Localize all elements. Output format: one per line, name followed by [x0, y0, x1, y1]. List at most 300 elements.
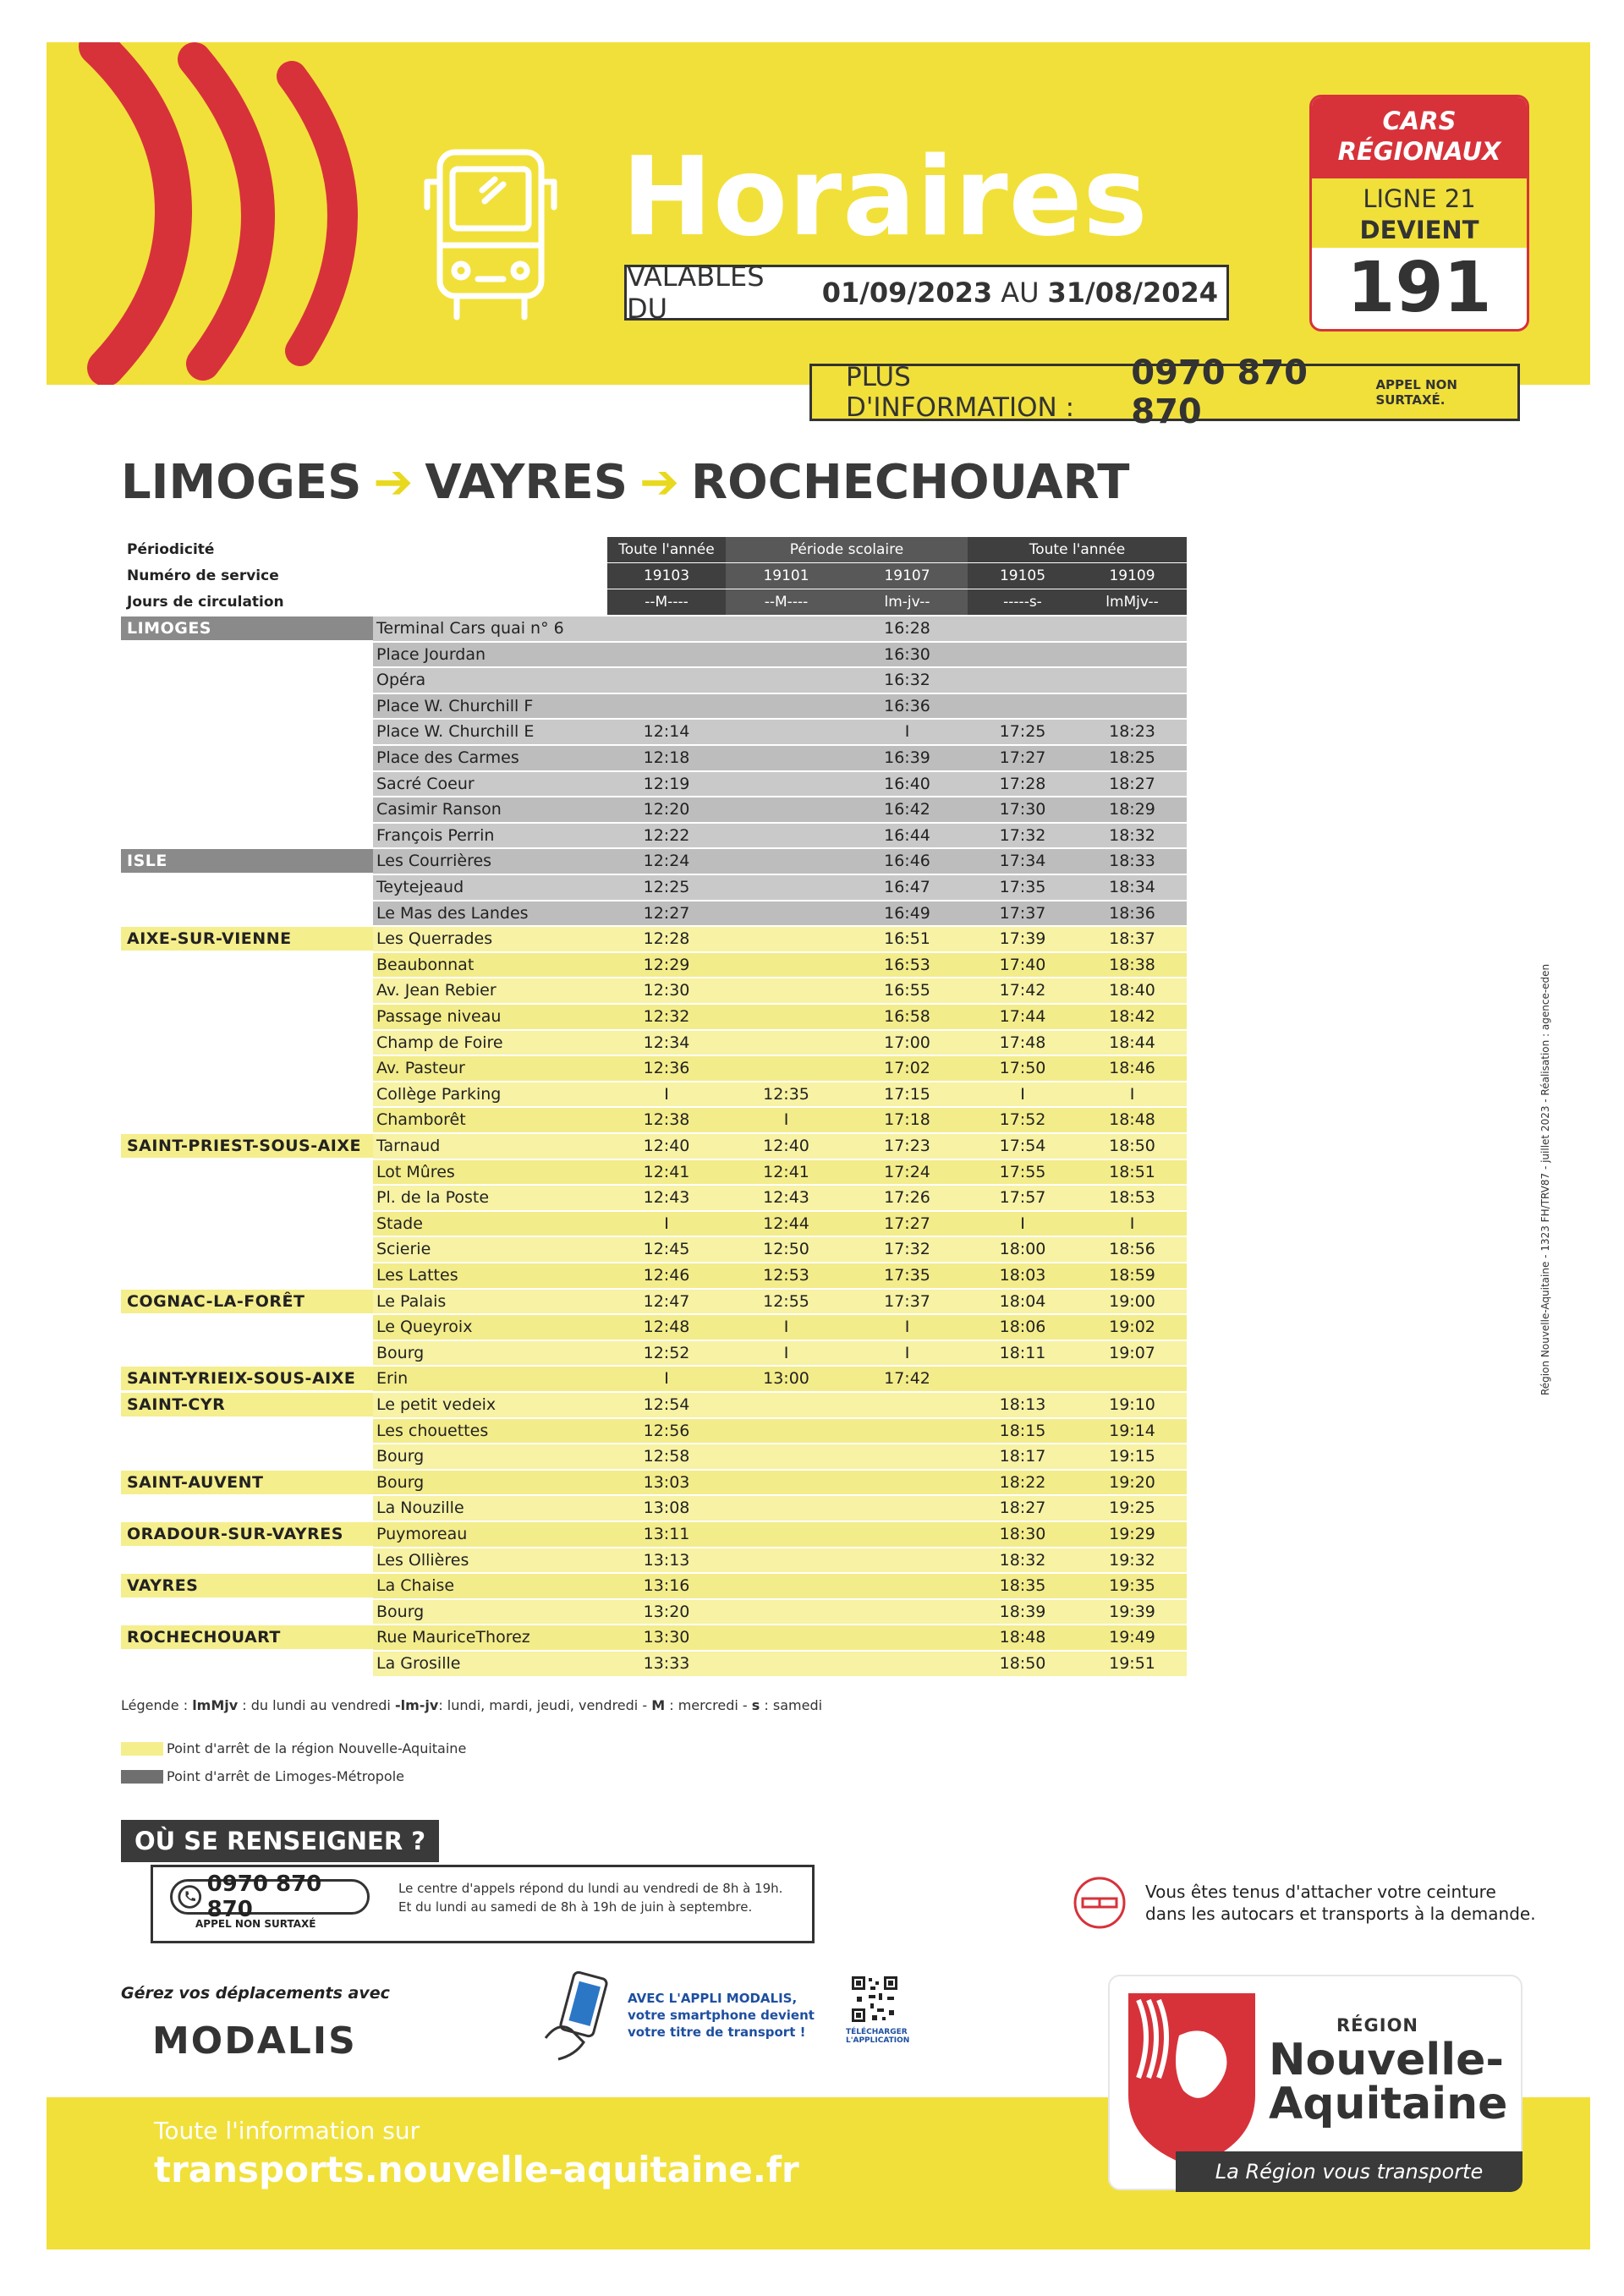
region-shield-icon	[1120, 1985, 1264, 2171]
time-cell: I	[607, 1082, 726, 1107]
time-cell: 19:07	[1078, 1341, 1187, 1366]
time-cell: 12:46	[607, 1263, 726, 1288]
time-cell	[726, 953, 847, 978]
stop-name: La Grosille	[373, 1652, 726, 1676]
qr-label	[846, 2028, 910, 2045]
time-cell	[726, 772, 847, 797]
region-slogan: La Région vous transporte	[1176, 2151, 1522, 2192]
stop-name: Bourg	[373, 1471, 726, 1495]
time-cell: 18:48	[1078, 1108, 1187, 1132]
time-cell: 16:36	[847, 694, 968, 719]
table-row	[121, 1392, 1187, 1418]
time-cell: 18:40	[1078, 978, 1187, 1003]
region-name-line2: Aquitaine	[1269, 2079, 1508, 2129]
period-cell: Période scolaire	[726, 537, 968, 562]
validity-to: 31/08/2024	[1047, 277, 1218, 309]
time-cell: 12:53	[726, 1263, 847, 1288]
time-cell: 18:27	[968, 1496, 1078, 1521]
time-cell: 17:27	[968, 746, 1078, 770]
time-cell	[847, 1625, 968, 1650]
modalis-line: Gérez vos déplacements avec	[121, 1984, 390, 2003]
commune-label: SAINT-YRIEIX-SOUS-AIXE	[121, 1367, 373, 1390]
stop-name: Terminal Cars quai n° 6	[373, 616, 726, 641]
time-cell: 19:39	[1078, 1600, 1187, 1625]
stop-name: Le petit vedeix	[373, 1393, 726, 1417]
table-row	[121, 1133, 1187, 1159]
time-cell: 18:29	[1078, 797, 1187, 822]
time-cell: 18:36	[1078, 901, 1187, 926]
stop-name: Opéra	[373, 668, 726, 693]
time-cell: I	[968, 1212, 1078, 1236]
time-cell: 16:42	[847, 797, 968, 822]
time-cell: 12:52	[607, 1341, 726, 1366]
time-cell: 17:18	[847, 1108, 968, 1132]
time-cell	[726, 746, 847, 770]
stop-name: Teytejeaud	[373, 875, 726, 900]
time-cell: 17:52	[968, 1108, 1078, 1132]
time-cell: 12:30	[607, 978, 726, 1003]
table-row	[121, 978, 1187, 1004]
commune-label: ROCHECHOUART	[121, 1625, 373, 1649]
stop-name: Champ de Foire	[373, 1031, 726, 1055]
badge-mid-line2: DEVIENT	[1359, 216, 1479, 244]
time-cell: 12:48	[607, 1315, 726, 1340]
time-cell: I	[726, 1315, 847, 1340]
legend-key: M	[651, 1697, 666, 1713]
time-cell: 18:30	[968, 1522, 1078, 1547]
time-cell: 17:35	[968, 875, 1078, 900]
time-cell: 18:27	[1078, 772, 1187, 797]
time-cell	[1078, 643, 1187, 667]
time-cell: 17:44	[968, 1005, 1078, 1029]
time-cell	[726, 1600, 847, 1625]
bus-icon	[419, 144, 562, 326]
time-cell: 17:25	[968, 720, 1078, 744]
time-cell	[847, 1471, 968, 1495]
legend-gray	[121, 1768, 404, 1784]
time-cell: 13:16	[607, 1574, 726, 1598]
legend-value: : samedi	[764, 1697, 823, 1713]
legend-prefix: Légende :	[121, 1697, 189, 1713]
stop-name: Bourg	[373, 1341, 726, 1366]
time-cell: I	[1078, 1082, 1187, 1107]
footer-small-text: Toute l'information sur	[154, 2117, 420, 2145]
stop-name: Pl. de la Poste	[373, 1186, 726, 1210]
route-from: LIMOGES	[121, 455, 362, 510]
time-cell	[607, 616, 726, 641]
time-cell	[607, 643, 726, 667]
time-cell: 19:32	[1078, 1548, 1187, 1573]
info-phone[interactable]: 0970 870 870	[1131, 353, 1308, 431]
time-cell	[726, 720, 847, 744]
seatbelt-text	[1145, 1881, 1536, 1925]
time-cell: 18:37	[1078, 927, 1187, 951]
time-cell: 12:35	[726, 1082, 847, 1107]
time-cell	[607, 668, 726, 693]
modalis-logo: MODALIS	[152, 2019, 357, 2063]
phone-number: 0970 870 870	[206, 1871, 322, 1922]
time-cell: 17:34	[968, 849, 1078, 874]
route-via: VAYRES	[425, 455, 628, 510]
stop-name: Les Lattes	[373, 1263, 726, 1288]
time-cell	[847, 1444, 968, 1469]
table-row	[121, 1236, 1187, 1263]
seatbelt-line: Vous êtes tenus d'attacher votre ceinture	[1145, 1882, 1496, 1902]
table-row	[121, 1185, 1187, 1211]
time-cell: I	[607, 1212, 726, 1236]
legend-gray-label: Point d'arrêt de Limoges-Métropole	[167, 1768, 404, 1784]
validity-box	[624, 260, 1229, 325]
time-cell: 19:02	[1078, 1315, 1187, 1340]
time-cell	[968, 616, 1078, 641]
table-row	[121, 642, 1187, 668]
time-cell: 17:54	[968, 1134, 1078, 1159]
table-row	[121, 1159, 1187, 1186]
time-cell: 18:04	[968, 1290, 1078, 1314]
days-cell: --M----	[607, 589, 726, 615]
time-cell: 17:28	[968, 772, 1078, 797]
time-cell: 17:24	[847, 1160, 968, 1185]
service-cell: 19109	[1078, 563, 1187, 589]
time-cell: 19:10	[1078, 1393, 1187, 1417]
table-row	[121, 901, 1187, 927]
time-cell	[726, 1574, 847, 1598]
info-note: APPEL NON SURTAXÉ.	[1375, 377, 1457, 408]
route-title	[121, 455, 1129, 510]
table-row	[121, 1366, 1187, 1392]
time-cell	[726, 978, 847, 1003]
commune-label: AIXE-SUR-VIENNE	[121, 927, 373, 951]
legend-value: : mercredi -	[669, 1697, 748, 1713]
time-cell: 18:42	[1078, 1005, 1187, 1029]
days-label: Jours de circulation	[127, 594, 284, 611]
time-cell	[847, 1419, 968, 1444]
table-row	[121, 1082, 1187, 1108]
time-cell	[726, 797, 847, 822]
commune-label: COGNAC-LA-FORÊT	[121, 1290, 373, 1313]
time-cell: 12:40	[607, 1134, 726, 1159]
service-row	[121, 563, 1187, 589]
time-cell: 12:40	[726, 1134, 847, 1159]
commune-label: SAINT-CYR	[121, 1393, 373, 1417]
stop-name: Les chouettes	[373, 1419, 726, 1444]
table-row	[121, 1470, 1187, 1496]
stop-name: Chamborêt	[373, 1108, 726, 1132]
time-cell: 18:32	[968, 1548, 1078, 1573]
validity-prefix: VALABLES DU	[627, 260, 765, 325]
time-cell: 17:26	[847, 1186, 968, 1210]
stop-name: Les Ollières	[373, 1548, 726, 1573]
app-promo-line: votre titre de transport !	[628, 2025, 806, 2040]
time-cell: 19:20	[1078, 1471, 1187, 1495]
time-cell: 17:35	[847, 1263, 968, 1288]
table-row	[121, 1340, 1187, 1367]
table-row	[121, 1055, 1187, 1082]
time-cell	[726, 643, 847, 667]
time-cell: 18:15	[968, 1419, 1078, 1444]
stop-name: Av. Jean Rebier	[373, 978, 726, 1003]
time-cell: I	[847, 1315, 968, 1340]
time-cell: I	[847, 720, 968, 744]
table-row	[121, 1211, 1187, 1237]
time-cell: 16:49	[847, 901, 968, 926]
table-row	[121, 1599, 1187, 1625]
time-cell: 19:25	[1078, 1496, 1187, 1521]
service-cell: 19107	[847, 563, 968, 589]
time-cell: 16:40	[847, 772, 968, 797]
time-cell: 12:54	[607, 1393, 726, 1417]
stop-name: Stade	[373, 1212, 726, 1236]
time-cell: 16:58	[847, 1005, 968, 1029]
table-row	[121, 1444, 1187, 1470]
time-cell: 12:44	[726, 1212, 847, 1236]
stop-name: Le Queyroix	[373, 1315, 726, 1340]
time-cell	[726, 1652, 847, 1676]
time-cell: 12:41	[607, 1160, 726, 1185]
table-row	[121, 1495, 1187, 1521]
time-cell	[968, 668, 1078, 693]
time-cell: 17:48	[968, 1031, 1078, 1055]
time-cell: 16:32	[847, 668, 968, 693]
table-row	[121, 797, 1187, 823]
table-row	[121, 1418, 1187, 1444]
time-cell: 16:30	[847, 643, 968, 667]
time-cell: 12:20	[607, 797, 726, 822]
stop-name: Tarnaud	[373, 1134, 726, 1159]
table-row	[121, 1004, 1187, 1030]
time-cell: 17:27	[847, 1212, 968, 1236]
time-cell: 13:03	[607, 1471, 726, 1495]
info-section-title: OÙ SE RENSEIGNER ?	[121, 1820, 439, 1862]
table-row	[121, 693, 1187, 720]
commune-label: ISLE	[121, 849, 373, 873]
time-cell: 18:51	[1078, 1160, 1187, 1185]
time-cell	[726, 1031, 847, 1055]
arrow-right-icon: ➔	[639, 455, 680, 510]
time-cell: 12:14	[607, 720, 726, 744]
badge-top-line2: RÉGIONAUX	[1337, 137, 1501, 166]
legend-value: : du lundi au vendredi	[242, 1697, 391, 1713]
time-cell: 12:34	[607, 1031, 726, 1055]
stop-name: Puymoreau	[373, 1522, 726, 1547]
route-to: ROCHECHOUART	[691, 455, 1130, 510]
time-cell: 18:50	[1078, 1134, 1187, 1159]
table-row	[121, 1263, 1187, 1289]
time-cell: 18:11	[968, 1341, 1078, 1366]
qr-label-line: TÉLÉCHARGER	[846, 2028, 908, 2036]
time-cell: 17:42	[847, 1367, 968, 1391]
app-promo-title: AVEC L'APPLI MODALIS,	[628, 1991, 798, 2006]
table-row	[121, 745, 1187, 771]
time-cell: 17:02	[847, 1056, 968, 1081]
time-cell	[726, 1393, 847, 1417]
time-cell: 18:38	[1078, 953, 1187, 978]
legend-key: -lm-jv	[394, 1697, 439, 1713]
phone-pill[interactable]	[170, 1871, 370, 1922]
time-cell: 18:33	[1078, 849, 1187, 874]
page-title: Horaires	[622, 134, 1149, 260]
time-cell: I	[726, 1341, 847, 1366]
time-cell: 16:47	[847, 875, 968, 900]
app-promo-line: votre smartphone devient	[628, 2008, 815, 2023]
table-row	[121, 848, 1187, 874]
time-cell: 17:37	[847, 1290, 968, 1314]
time-cell: I	[607, 1367, 726, 1391]
time-cell: 19:00	[1078, 1290, 1187, 1314]
period-cell: Toute l'année	[968, 537, 1187, 562]
time-cell: 19:29	[1078, 1522, 1187, 1547]
table-row	[121, 667, 1187, 693]
badge-top-line1: CARS	[1382, 107, 1457, 135]
time-cell: I	[847, 1341, 968, 1366]
period-cell: Toute l'année	[607, 537, 726, 562]
time-cell: 17:40	[968, 953, 1078, 978]
table-row	[121, 771, 1187, 797]
time-cell: 18:13	[968, 1393, 1078, 1417]
arrow-right-icon: ➔	[373, 455, 414, 510]
time-cell	[968, 694, 1078, 719]
time-cell	[726, 1419, 847, 1444]
commune-label: VAYRES	[121, 1574, 373, 1597]
time-cell: 17:30	[968, 797, 1078, 822]
time-cell	[847, 1600, 968, 1625]
footer-url[interactable]: transports.nouvelle-aquitaine.fr	[154, 2149, 799, 2190]
app-promo	[628, 1990, 815, 2041]
time-cell	[726, 849, 847, 874]
time-cell	[1078, 668, 1187, 693]
time-cell: 12:29	[607, 953, 726, 978]
time-cell	[726, 901, 847, 926]
table-row	[121, 1107, 1187, 1133]
table-row	[121, 719, 1187, 745]
time-cell	[726, 1625, 847, 1650]
chevron-decoration-icon	[47, 42, 402, 385]
time-cell: 18:56	[1078, 1237, 1187, 1262]
region-small: RÉGION	[1336, 2015, 1418, 2036]
badge-number: 191	[1347, 248, 1492, 328]
time-cell	[847, 1393, 968, 1417]
table-row	[121, 1030, 1187, 1056]
days-cell: lmMjv--	[1078, 589, 1187, 615]
stop-name: Lot Mûres	[373, 1160, 726, 1185]
validity-mid: AU	[1001, 277, 1040, 309]
seatbelt-line: dans les autocars et transports à la demande.	[1145, 1904, 1536, 1924]
time-cell: 17:15	[847, 1082, 968, 1107]
time-cell	[968, 1367, 1078, 1391]
stop-name: Bourg	[373, 1600, 726, 1625]
stop-name: La Chaise	[373, 1574, 726, 1598]
legend-key: lmMjv	[192, 1697, 239, 1713]
stop-name: Casimir Ranson	[373, 797, 726, 822]
stop-name: Sacré Coeur	[373, 772, 726, 797]
stop-name: Les Courrières	[373, 849, 726, 874]
info-bar	[809, 353, 1520, 431]
time-cell: 18:39	[968, 1600, 1078, 1625]
time-cell: 19:49	[1078, 1625, 1187, 1650]
seatbelt-icon	[1073, 1876, 1127, 1930]
service-cell: 19105	[968, 563, 1078, 589]
time-cell	[726, 616, 847, 641]
time-cell: 16:53	[847, 953, 968, 978]
time-cell	[726, 1522, 847, 1547]
time-cell: 17:37	[968, 901, 1078, 926]
commune-label: SAINT-PRIEST-SOUS-AIXE	[121, 1134, 373, 1158]
time-cell: 17:32	[968, 824, 1078, 848]
time-cell: 18:00	[968, 1237, 1078, 1262]
stop-name: Collège Parking	[373, 1082, 726, 1107]
time-cell: 12:41	[726, 1160, 847, 1185]
info-box	[151, 1865, 815, 1943]
time-cell	[726, 694, 847, 719]
time-cell: 18:25	[1078, 746, 1187, 770]
time-cell: 18:48	[968, 1625, 1078, 1650]
time-cell: 16:28	[847, 616, 968, 641]
time-cell: 19:14	[1078, 1419, 1187, 1444]
time-cell: 12:19	[607, 772, 726, 797]
table-row	[121, 1625, 1187, 1651]
time-cell: 18:34	[1078, 875, 1187, 900]
stop-name: Erin	[373, 1367, 726, 1391]
vertical-credit: Région Nouvelle-Aquitaine - 1323 FH/TRV87 - juillet 2023 - Réalisation : agence-eden	[1539, 963, 1551, 1395]
service-label: Numéro de service	[127, 567, 279, 584]
stop-name: Place Jourdan	[373, 643, 726, 667]
table-row	[121, 616, 1187, 642]
time-cell	[847, 1548, 968, 1573]
time-cell: 18:32	[1078, 824, 1187, 848]
time-cell: 19:15	[1078, 1444, 1187, 1469]
time-cell: 12:43	[607, 1186, 726, 1210]
time-cell	[726, 1548, 847, 1573]
time-cell: 18:06	[968, 1315, 1078, 1340]
time-cell	[847, 1652, 968, 1676]
time-cell: 18:59	[1078, 1263, 1187, 1288]
time-cell: 12:45	[607, 1237, 726, 1262]
time-cell: 17:55	[968, 1160, 1078, 1185]
time-cell: 12:36	[607, 1056, 726, 1081]
table-row	[121, 874, 1187, 901]
badge-top	[1312, 97, 1527, 178]
legend-value: : lundi, mardi, jeudi, vendredi -	[438, 1697, 648, 1713]
table-row	[121, 1314, 1187, 1340]
smartphone-hand-icon	[541, 1970, 622, 2063]
time-cell: 12:43	[726, 1186, 847, 1210]
time-cell	[1078, 616, 1187, 641]
qr-code-icon[interactable]	[850, 1975, 899, 2024]
gray-swatch	[121, 1770, 163, 1784]
time-cell: 18:44	[1078, 1031, 1187, 1055]
time-cell: 17:50	[968, 1056, 1078, 1081]
time-cell: 12:50	[726, 1237, 847, 1262]
legend-yellow-label: Point d'arrêt de la région Nouvelle-Aquitaine	[167, 1740, 467, 1756]
days-cell: lm-jv--	[847, 589, 968, 615]
stop-name: Les Querrades	[373, 927, 726, 951]
time-cell: 18:03	[968, 1263, 1078, 1288]
table-row	[121, 1573, 1187, 1599]
service-cell: 19103	[607, 563, 726, 589]
time-cell: 16:44	[847, 824, 968, 848]
phone-note: APPEL NON SURTAXÉ	[195, 1918, 316, 1930]
time-cell: 12:32	[607, 1005, 726, 1029]
badge-mid-line1: LIGNE 21	[1363, 184, 1476, 213]
time-cell: 18:35	[968, 1574, 1078, 1598]
time-cell: 18:17	[968, 1444, 1078, 1469]
time-cell: 12:28	[607, 927, 726, 951]
commune-label: ORADOUR-SUR-VAYRES	[121, 1522, 373, 1546]
time-cell: 13:00	[726, 1367, 847, 1391]
time-cell	[847, 1574, 968, 1598]
time-cell: 19:35	[1078, 1574, 1187, 1598]
time-cell: 16:39	[847, 746, 968, 770]
